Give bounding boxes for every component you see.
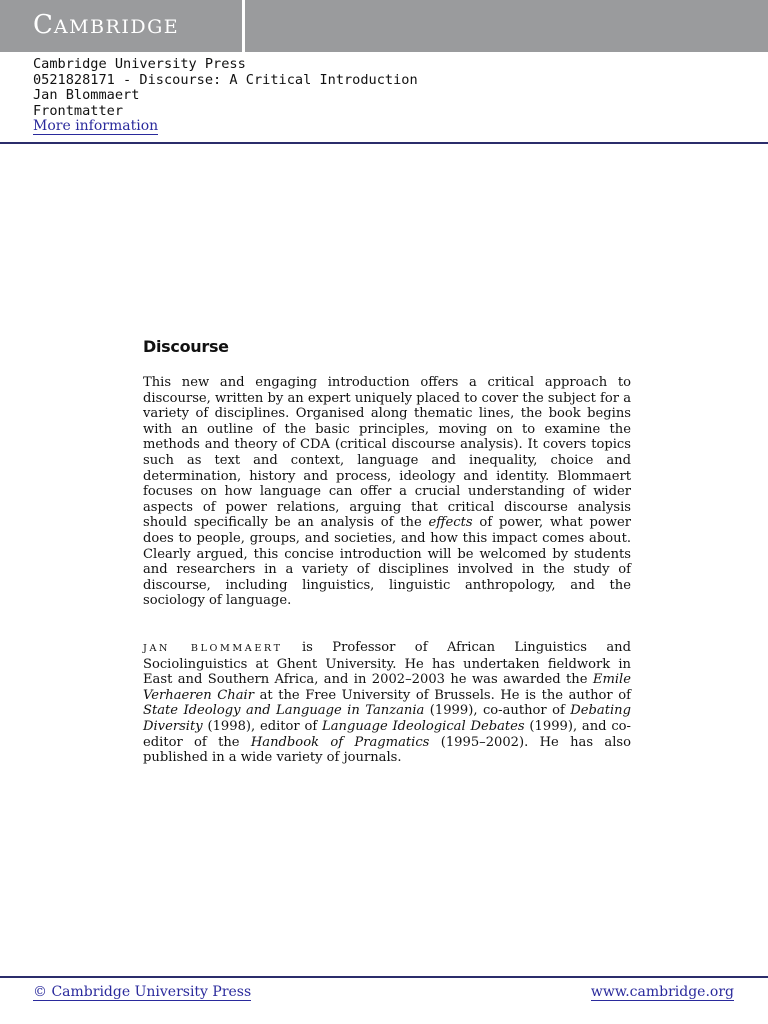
author-bio: JAN BLOMMAERT is Professor of African Linguistics and Sociolinguistics at Ghent University. He has undertaken fieldwork in East and Southern Africa, and in 2002–2003 he was awarded the Emile Verhaeren Chair at the Free University of Brussels. He is the author of State Ideology and Language in Tanzania (1999), co-author of Debating Diversity (1998), editor of Language Ideological Debates (1999), and co-editor of the Handbook of Pragmatics (1995–2002). He has also published in a wide variety of journals. (143, 640, 631, 766)
isbn-title-line: 0521828171 - Discourse: A Critical Introduction (33, 71, 418, 88)
header-rule (0, 142, 768, 144)
website-link[interactable]: www.cambridge.org (590, 984, 734, 1000)
banner-divider (242, 0, 245, 52)
header-banner (0, 0, 768, 52)
publisher-line: Cambridge University Press (33, 56, 246, 72)
footer-rule (0, 976, 768, 978)
page-title: Discourse (143, 337, 229, 356)
section-line: Frontmatter (33, 102, 124, 119)
more-information-link[interactable]: More information (33, 118, 159, 134)
author-name: JAN BLOMMAERT (143, 643, 283, 654)
book-metadata (33, 57, 418, 135)
author-line: Jan Blommaert (33, 87, 140, 103)
copyright-link[interactable]: © Cambridge University Press (33, 984, 252, 1000)
cambridge-logo: CAMBRIDGE (33, 10, 180, 40)
book-description: This new and engaging introduction offers a critical approach to discourse, written by an expert uniquely placed to cover the subject for a variety of disciplines. Organised along thematic lines, the book begins with an outline of the basic principles, moving on to examine the methods and theory of CDA (critical discourse analysis). It covers topics such as text and context, language and inequality, choice and determination, history and process, ideology and identity. Blommaert focuses on how language can offer a crucial understanding of wider aspects of power relations, arguing that critical discourse analysis should specifically be an analysis of the effects of power, what power does to people, groups, and societies, and how this impact comes about. Clearly argued, this concise introduction will be welcomed by students and researchers in a variety of disciplines involved in the study of discourse, including linguistics, linguistic anthropology, and the sociology of language. (143, 375, 631, 609)
